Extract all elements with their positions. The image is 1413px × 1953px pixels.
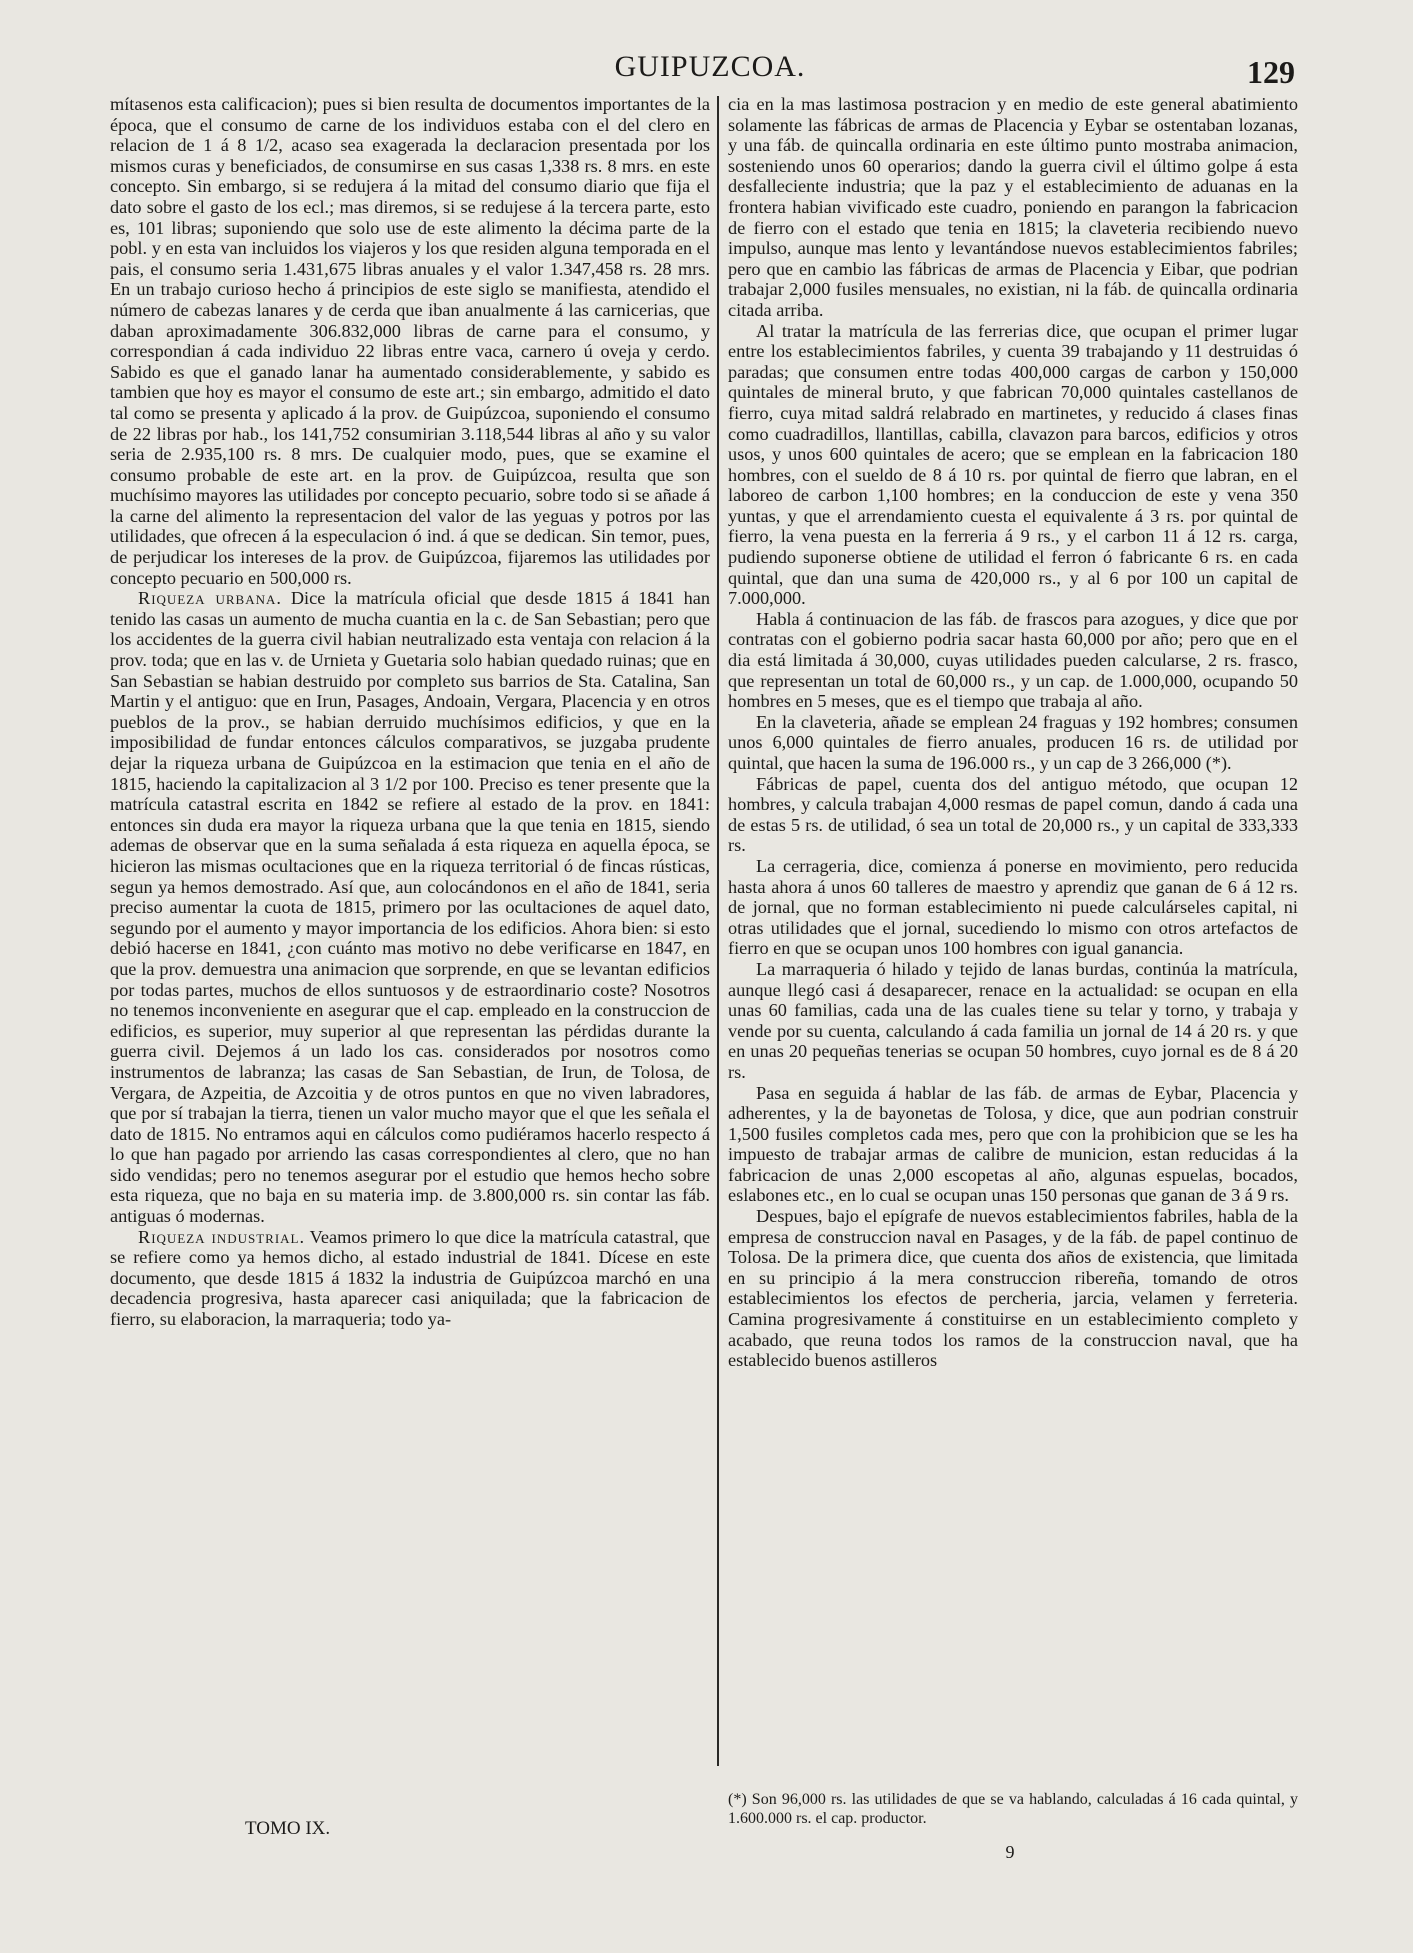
right-column	[728, 94, 1298, 1834]
section-heading-industrial: Riqueza industrial.	[138, 1226, 306, 1247]
paragraph-marraqueria: La marraqueria ó hilado y tejido de lanas burdas, continúa la matrícula, aunque llegó casi á desaparecer, renace en la actualidad: se ocupan en ella unas 60 familias, cada una de las cuales tiene su telar y torno, y trabaja y vende por su cuenta, calculando á cada familia un jornal de 14 á 20 rs. y que en unas 20 pequeñas tenerias se ocupan 50 hombres, cuyo jornal es de 8 á 20 rs.	[728, 958, 1298, 1082]
signature-mark: 9	[1005, 1842, 1015, 1862]
urbana-text: Dice la matrícula oficial que desde 1815 á 1841 han tenido las casas un aumento de mucha cuantia en la c. de San Sebastian; pero que los accidentes de la guerra civil habian neutralizado esta ventaja con relacion á la prov. toda; que en las v. de Urnieta y Guetaria solo habian quedado ruinas; que en San Sebastian se habian destruido por completo sus barrios de Sta. Catalina, San Martin y el antiguo: que en Irun, Pasages, Andoain, Vergara, Placencia y en otros pueblos de la prov., se habian derruido muchísimos edificios, y que en la imposibilidad de fundar entonces cálculos comparativos, se juzgaba prudente dejar la riqueza urbana de Guipúzcoa en la estimacion que tenia en el año de 1815, haciendo la capitalizacion al 3 1/2 por 100. Preciso es tener presente que la matrícula catastral escrita en 1842 se refiere al estado de la prov. en 1841: entonces sin duda era mayor la riqueza urbana que la que tenia en 1815, siendo ademas de observar que en la suma señalada á esta riqueza en aquella época, se hicieron las mismas ocultaciones que en la riqueza territorial ó de fincas rústicas, segun ya hemos demostrado. Así que, aun colocándonos en el año de 1841, seria preciso aumentar la cuota de 1815, primero por las ocultaciones de aquel dato, segundo por el aumento y mayor importancia de los edificios. Ahora bien: si esto debió hacerse en 1841, ¿con cuánto mas motivo no debe verificarse en 1847, en que la prov. demuestra una animacion que sorprende, en que se levantan edificios por todas partes, muchos de ellos suntuosos y de estraordinario coste? Nosotros no tenemos inconveniente en asegurar que el cap. empleado en la construccion de edificios, es superior, muy superior al que representan las pérdidas durante la guerra civil. Dejemos á un lado los cas. considerados por nosotros como instrumentos de labranza; las casas de San Sebastian, de Irun, de Tolosa, de Vergara, de Azpeitia, de Azcoitia y de otros puntos en que no viven labradores, que por sí trabajan la tierra, tienen un valor mucho mayor que el que les señala el dato de 1815. No entramos aqui en cálculos como pudiéramos hacerlo respecto á lo que han pagado por arriendo las casas correspondientes al clero, que no han sido vendidas; pero no tenemos asegurar por el estudio que hemos hecho sobre esta riqueza, que no baja en su materia imp. de 3.800,000 rs. sin contar las fáb. antiguas ó modernas.	[110, 588, 710, 1227]
volume-label: TOMO IX.	[245, 1818, 331, 1839]
industrial-text: Veamos primero lo que dice la matrícula catastral, que se refiere como ya hemos dicho, al estado industrial de 1841. Dícese en este documento, que desde 1815 á 1832 la industria de Guipúzcoa marchó en una decadencia progresiva, hasta aparecer casi aniquilada; que la fabricacion de fierro, su elaboracion, la marraqueria; todo ya-	[110, 1226, 710, 1330]
section-heading-urbana: Riqueza urbana.	[138, 588, 282, 609]
paragraph-decadencia: cia en la mas lastimosa postracion y en medio de este general abatimiento solamente las fábricas de armas de Placencia y Eybar se ostentaban lozanas, y una fáb. de quincalla ordinaria en este último punto mostraba animacion, sosteniendo unos 60 operarios; dando la guerra civil el último golpe á esta desfalleciente industria; que la paz y el establecimiento de aduanas en la frontera habian vivificado este cuadro, poniendo en parangon la fabricacion de fierro con el estado que tenia en 1815; la claveteria recibiendo nuevo impulso, aunque mas lento y levantándose nuevos establecimientos fabriles; pero que en cambio las fábricas de armas de Placencia y Eibar, que podrian trabajar 2,000 fusiles mensuales, no existian, ni la fáb. de quincalla ordinaria citada arriba.	[728, 94, 1298, 320]
page-number: 129	[1247, 54, 1295, 90]
paragraph-nuevos-establecimientos: Despues, bajo el epígrafe de nuevos establecimientos fabriles, habla de la empresa de construccion naval en Pasages, y de la fáb. de papel continuo de Tolosa. De la primera dice, que cuenta dos años de existencia, que limitada en su principio á la mera construccion ribereña, tomando de otros establecimientos los efectos de percheria, jarcia, velamen y ferreteria. Camina progresivamente á constituirse en un establecimiento completo y acabado, que reuna todos los ramos de la construccion naval, que ha establecido buenos astilleros	[728, 1206, 1298, 1371]
running-head	[0, 50, 1413, 90]
left-column	[110, 94, 710, 1834]
paragraph-riqueza-industrial	[110, 1227, 710, 1330]
paragraph-armas: Pasa en seguida á hablar de las fáb. de armas de Eybar, Placencia y adherentes, y la de bayonetas de Tolosa, y dice, que aun podrian construir 1,500 fusiles completos cada mes, pero que con la prohibicion que se les ha impuesto de trabajar armas de calibre de municion, estan reducidas á la fabricacion de unas 2,000 escopetas al año, algunas espuelas, bocados, eslabones etc., en lo cual se ocupan unas 150 personas que ganan de 3 á 9 rs.	[728, 1082, 1298, 1206]
paragraph-cerrageria: La cerrageria, dice, comienza á ponerse en movimiento, pero reducida hasta ahora á unos 60 talleres de maestro y aprendiz que ganan de 6 á 12 rs. de jornal, que no forman establecimiento ni puede calculárseles capital, ni otras utilidades que el jornal, sucediendo lo mismo con otros artefactos de fierro en que se ocupan unos 100 hombres con igual ganancia.	[728, 855, 1298, 959]
footnote: (*) Son 96,000 rs. las utilidades de que se va hablando, calculadas á 16 cada quintal, y 1.600.000 rs. el cap. productor.	[728, 1791, 1298, 1827]
paragraph-claveteria: En la claveteria, añade se emplean 24 fraguas y 192 hombres; consumen unos 6,000 quintales de fierro anuales, producen 16 rs. de utilidad por quintal, que hacen la suma de 196.000 rs., y un cap de 3 266,000 (*).	[728, 711, 1298, 773]
paragraph-papel: Fábricas de papel, cuenta dos del antiguo método, que ocupan 12 hombres, y calcula trabajan 4,000 resmas de papel comun, dando á cada una de estas 5 rs. de utilidad, ó sea un total de 20,000 rs., y un capital de 333,333 rs.	[728, 773, 1298, 856]
paragraph-frascos: Habla á continuacion de las fáb. de frascos para azogues, y dice que por contratas con el gobierno podria sacar hasta 60,000 por año; pero que en el dia está limitada á 30,000, cuyas utilidades pueden calcularse, 2 rs. frasco, que representan un total de 60,000 rs., y un cap. de 1.000,000, ocupando 50 hombres en 5 meses, que es el tiempo que trabaja al año.	[728, 608, 1298, 712]
paragraph-riqueza-urbana	[110, 588, 710, 1226]
page-title: GUIPUZCOA.	[614, 50, 806, 83]
paragraph-pecuaria-cont: mítasenos esta calificacion); pues si bien resulta de documentos importantes de la época, que el consumo de carne de los individuos estaba con el del clero en relacion de 1 á 8 1/2, acaso sea exagerada la declaracion presentada por los mismos curas y beneficiados, de consumirse en sus casas 1,338 rs. 8 mrs. en este concepto. Sin embargo, si se redujera á la mitad del consumo diario que fija el dato sobre el gasto de los ecl.; mas diremos, si se redujese á la tercera parte, esto es, 101 libras; suponiendo que solo use de este alimento la décima parte de la pobl. y en esta van incluidos los viajeros y los que residen alguna temporada en el pais, el consumo seria 1.431,675 libras anuales y el valor 1.347,458 rs. 28 mrs. En un trabajo curioso hecho á principios de este siglo se manifiesta, atendido el número de cabezas lanares y de cerda que iban anualmente á las carnicerias, que daban aproximadamente 306.832,000 libras de carne para el consumo, y correspondian á cada individuo 22 libras entre vaca, carnero ú oveja y cerdo. Sabido es que el ganado lanar ha aumentado considerablemente, y sabido es tambien que hoy es mayor el consumo de este art.; sin embargo, admitido el dato tal como se presenta y aplicado á la prov. de Guipúzcoa, suponiendo el consumo de 22 libras por hab., los 141,752 consumirian 3.118,544 libras al año y su valor seria de 2.935,100 rs. 8 mrs. De cualquier modo, pues, que se examine el consumo probable de este art. en la prov. de Guipúzcoa, resulta que son muchísimo mayores las utilidades por concepto pecuario, sobre todo si se añade á la carne del alimento la representacion del valor de las yeguas y potros por las utilidades, que ofrecen á la especulacion ó ind. á que se dedican. Sin temor, pues, de perjudicar los intereses de la prov. de Guipúzcoa, fijaremos las utilidades por concepto pecuario en 500,000 rs.	[110, 94, 710, 588]
column-divider	[717, 96, 719, 1766]
paragraph-ferrerias: Al tratar la matrícula de las ferrerias dice, que ocupan el primer lugar entre los establecimientos fabriles, y cuenta 39 trabajando y 11 destruidas ó paradas; que consumen entre todas 400,000 cargas de carbon y 150,000 quintales de mineral bruto, y que fabrican 70,000 quintales castellanos de fierro, cuya mitad saldrá relabrado en martinetes, y reducido á clases finas como cuadradillos, llantillas, cabilla, clavazon para barcos, edificios y otros usos, y unos 600 quintales de acero; que se emplean en la fabricacion 180 hombres, con el sueldo de 8 á 10 rs. por quintal de fierro que labran, en el laboreo de carbon 1,100 hombres; en la conduccion de este y vena 350 yuntas, y que el arrendamiento cuesta el equivalente á 3 rs. por quintal de fierro, la vena puesta en la ferreria á 9 rs., y el carbon 11 á 12 rs. carga, pudiendo suponerse obtiene de utilidad el ferron ó fabricante 6 rs. en cada quintal, que dan una suma de 420,000 rs., y al 6 por 100 un capital de 7.000,000.	[728, 320, 1298, 609]
